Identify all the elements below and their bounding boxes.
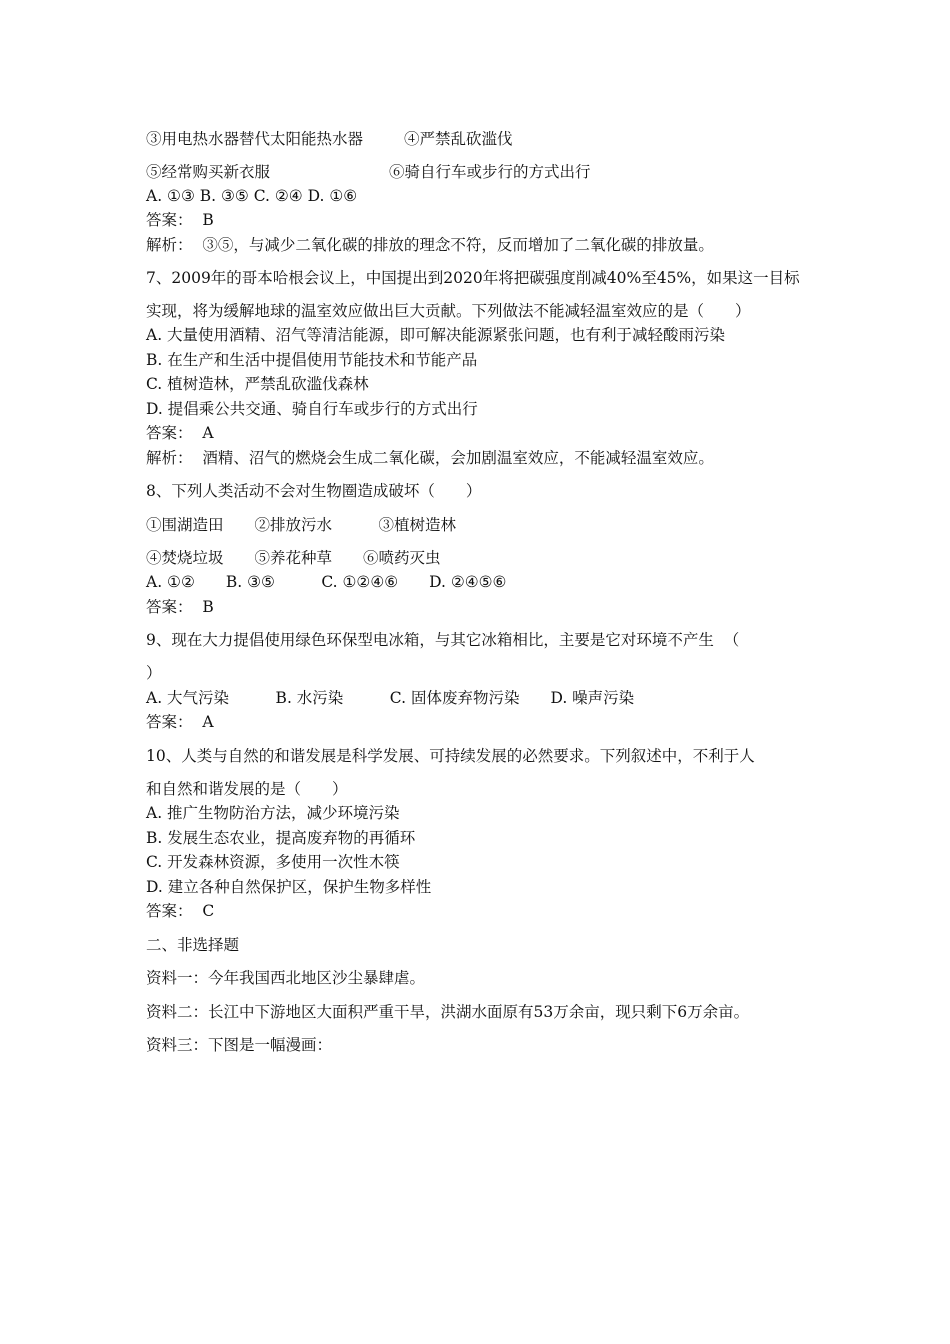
q9-stem-line1: 9、现在大力提倡使用绿色环保型电冰箱，与其它冰箱相比，主要是它对环境不产生 （ [146,631,740,649]
material-2: 资料二：长江中下游地区大面积严重干旱，洪湖水面原有53万余亩，现只剩下6万余亩。 [146,1003,750,1021]
q7-option-d: D. 提倡乘公共交通、骑自行车或步行的方式出行 [146,400,478,418]
section-heading: 二、非选择题 [146,936,240,954]
q7-option-b: B. 在生产和生活中提倡使用节能技术和节能产品 [146,351,478,369]
q6-option-5: ⑤经常购买新衣服 [146,163,271,181]
q7-option-a: A. 大量使用酒精、沼气等清洁能源，即可解决能源紧张问题，也有利于减轻酸雨污染 [146,326,726,344]
q7-answer: 答案： A [146,424,214,442]
q7-stem-line2: 实现，将为缓解地球的温室效应做出巨大贡献。下列做法不能减轻温室效应的是（ ） [146,302,751,320]
q9-stem-line2: ） [146,664,162,682]
q6-choices: A. ①③ B. ③⑤ C. ②④ D. ①⑥ [146,187,358,205]
q6-option-6: ⑥骑自行车或步行的方式出行 [389,163,591,181]
q8-items-row1: ①围湖造田 ②排放污水 ③植树造林 [146,516,457,534]
q9-choices: A. 大气污染 B. 水污染 C. 固体废弃物污染 D. 噪声污染 [146,689,635,707]
q10-answer: 答案： C [146,902,215,920]
q10-option-d: D. 建立各种自然保护区，保护生物多样性 [146,878,432,896]
q10-option-c: C. 开发森林资源，多使用一次性木筷 [146,853,400,871]
q10-option-b: B. 发展生态农业，提高废弃物的再循环 [146,829,416,847]
q6-option-3: ③用电热水器替代太阳能热水器 [146,130,364,148]
q7-stem-line1: 7、2009年的哥本哈根会议上，中国提出到2020年将把碳强度削减40%至45%，如果这一目标 [146,269,800,287]
q6-answer: 答案： B [146,211,214,229]
material-3: 资料三：下图是一幅漫画： [146,1036,333,1054]
q8-answer: 答案： B [146,598,214,616]
q6-analysis: 解析： ③⑤，与减少二氧化碳的排放的理念不符，反而增加了二氧化碳的排放量。 [146,236,714,254]
q6-option-4: ④严禁乱砍滥伐 [404,130,513,148]
q10-stem-line1: 10、人类与自然的和谐发展是科学发展、可持续发展的必然要求。下列叙述中，不利于人 [146,747,755,765]
material-1: 资料一：今年我国西北地区沙尘暴肆虐。 [146,969,426,987]
q8-choices: A. ①② B. ③⑤ C. ①②④⑥ D. ②④⑤⑥ [146,573,507,591]
q9-answer: 答案： A [146,713,214,731]
q7-analysis: 解析： 酒精、沼气的燃烧会生成二氧化碳，会加剧温室效应，不能减轻温室效应。 [146,449,714,467]
q8-items-row2: ④焚烧垃圾 ⑤养花种草 ⑥喷药灭虫 [146,549,441,567]
q10-option-a: A. 推广生物防治方法，减少环境污染 [146,804,400,822]
q8-stem: 8、下列人类活动不会对生物圈造成破坏（ ） [146,482,482,500]
q7-option-c: C. 植树造林，严禁乱砍滥伐森林 [146,375,369,393]
q10-stem-line2: 和自然和谐发展的是（ ） [146,780,348,798]
